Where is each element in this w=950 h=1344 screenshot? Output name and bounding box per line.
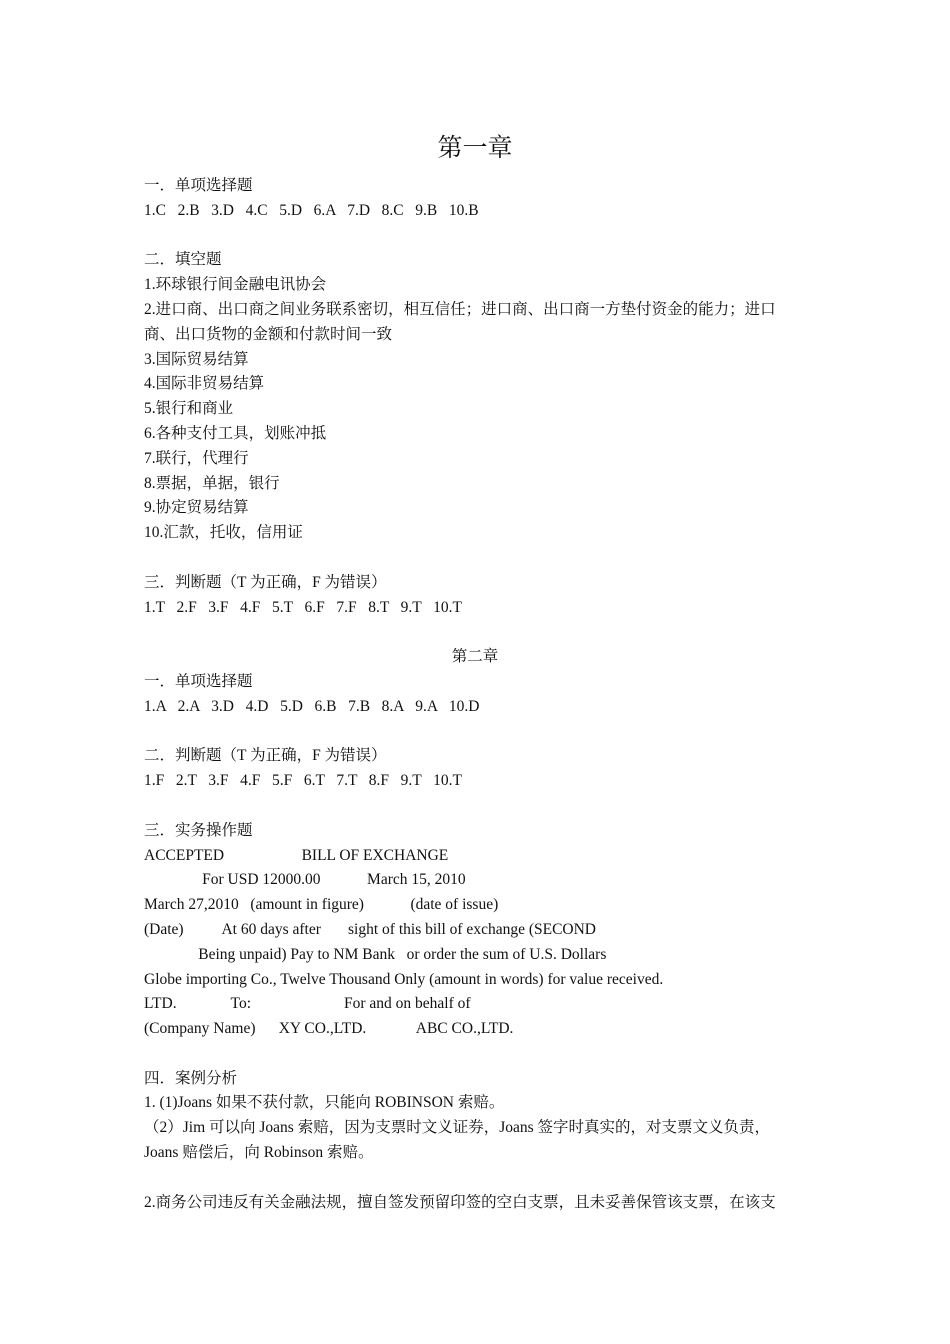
ch1-s2-item: 6.各种支付工具，划账冲抵 [144, 424, 327, 442]
ch2-s1-answers: 1.A 2.A 3.D 4.D 5.D 6.B 7.B 8.A 9.A 10.D [144, 697, 480, 715]
bill-line: (Company Name) XY CO.,LTD. ABC CO.,LTD. [144, 1020, 514, 1038]
ch2-s3-heading: 三．实务操作题 [144, 821, 253, 839]
chapter2-title: 第二章 [451, 648, 499, 666]
ch1-s2-item: 2.进口商、出口商之间业务联系密切，相互信任；进口商、出口商一方垫付资金的能力；进口 [144, 300, 776, 318]
bill-line: ACCEPTED BILL OF EXCHANGE [144, 846, 449, 864]
ch1-s2-item: 3.国际贸易结算 [144, 350, 249, 368]
ch1-s2-item: 10.汇款，托收，信用证 [144, 524, 303, 542]
ch1-s2-item: 4.国际非贸易结算 [144, 375, 265, 393]
blank-line [144, 794, 824, 819]
case-line: Joans 赔偿后，向 Robinson 索赔。 [144, 1144, 374, 1162]
bill-line: Being unpaid) Pay to NM Bank or order the sum of U.S. Dollars [144, 945, 607, 963]
case-line: 2.商务公司违反有关金融法规，擅自签发预留印签的空白支票，且未妥善保管该支票，在该支 [144, 1193, 776, 1211]
ch1-s2-heading: 二．填空题 [144, 251, 222, 269]
ch1-s2-item: 5.银行和商业 [144, 400, 234, 418]
ch1-s2-item: 商、出口货物的金额和付款时间一致 [144, 325, 393, 343]
bill-line: (Date) At 60 days after sight of this bill of exchange (SECOND [144, 920, 596, 938]
chapter1-title: 第一章 [437, 135, 513, 162]
bill-line: For USD 12000.00 March 15, 2010 [144, 871, 466, 889]
ch1-s2-item: 8.票据，单据，银行 [144, 474, 280, 492]
ch1-s3-answers: 1.T 2.F 3.F 4.F 5.T 6.F 7.F 8.T 9.T 10.T [144, 598, 462, 616]
bill-line: LTD. To: For and on behalf of [144, 995, 471, 1013]
case-line: （2）Jim 可以向 Joans 索赔，因为支票时文义证券，Joans 签字时真实的，对支票文义负责， [144, 1119, 771, 1137]
ch1-s1-answers: 1.C 2.B 3.D 4.C 5.D 6.A 7.D 8.C 9.B 10.B [144, 201, 479, 219]
case-line: 1. (1)Joans 如果不获付款，只能向 ROBINSON 索赔。 [144, 1094, 505, 1112]
ch1-s1-heading: 一．单项选择题 [144, 177, 253, 194]
blank-line [144, 620, 824, 645]
ch2-s2-heading: 二．判断题（T 为正确，F 为错误） [144, 747, 387, 765]
blank-line [144, 720, 824, 745]
ch1-s2-item: 1.环球银行间金融电讯协会 [144, 276, 327, 294]
ch1-s3-heading: 三．判断题（T 为正确，F 为错误） [144, 573, 387, 591]
document-body [144, 174, 824, 1215]
ch2-s4-heading: 四．案例分析 [144, 1069, 238, 1087]
blank-line [144, 224, 824, 249]
bill-line: March 27,2010 (amount in figure) (date of issue) [144, 896, 499, 914]
ch2-s1-heading: 一．单项选择题 [144, 672, 253, 690]
blank-line [144, 546, 824, 571]
ch1-s2-item: 9.协定贸易结算 [144, 499, 249, 517]
blank-line [144, 1166, 824, 1191]
bill-line: Globe importing Co., Twelve Thousand Only (amount in words) for value received. [144, 970, 664, 988]
ch2-s2-answers: 1.F 2.T 3.F 4.F 5.F 6.T 7.T 8.F 9.T 10.T [144, 772, 462, 790]
ch1-s2-item: 7.联行，代理行 [144, 449, 249, 467]
blank-line [144, 1042, 824, 1067]
